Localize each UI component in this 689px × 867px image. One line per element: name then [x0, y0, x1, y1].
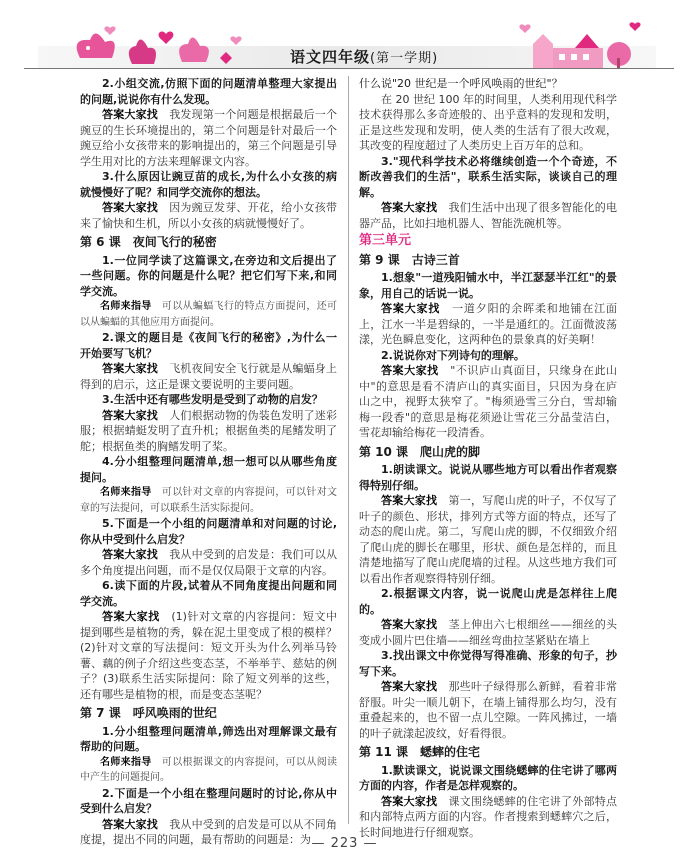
answer-label: 答案大家找	[381, 618, 438, 631]
text-body: 第 10 课 爬山虎的脚	[359, 444, 481, 459]
text-body: 可以根据课文的内容提问，可以从阅读中产生的问题提问。	[80, 756, 338, 783]
text-body: 什么说"20 世纪是一个呼风唤雨的世纪"？	[359, 77, 563, 90]
lesson-title	[359, 253, 617, 269]
answer-text	[359, 301, 617, 348]
answer-text	[80, 408, 337, 455]
text-body: 3."现代科学技术必将继续创造一个个奇迹，不断改善我们的生活"，联系生活实际，谈谈自己的理解。	[359, 154, 617, 199]
text-body: 2.下面是一个小组在整理问题时的讨论,你从中受到什么启发？	[80, 786, 337, 815]
header-title-main: 语文四年级	[290, 48, 371, 66]
left-column	[80, 76, 337, 848]
answer-label: 答案大家找	[102, 408, 158, 422]
text-body: 3.找出课文中你觉得写得准确、形象的句子，抄写下来。	[359, 649, 617, 678]
text-body: 第 7 课 呼风唤雨的世纪	[80, 706, 217, 720]
page-number: — 223 —	[311, 836, 378, 851]
header-title-sub: (第一学期)	[370, 51, 439, 66]
guidance-text	[80, 485, 337, 516]
answer-text	[359, 679, 617, 741]
text-body: (1)针对文章的内容提问：短文中提到哪些是植物的秀，躲在泥土里变成了根的模样？(2)针对文章的写法提问：短文开头为什么列举马铃薯、藕的例子介绍这些变态茎，不举举芋、慈姑的例子？(3)联系生活实际提问：除了短文列举的这些，还有哪些是植物的根，而是变态茎呢？	[80, 610, 338, 701]
answer-text	[80, 361, 337, 392]
text-body: 第 9 课 古诗三首	[359, 252, 460, 267]
decorative-castle-illustration	[515, 14, 655, 70]
answer-label: 答案大家找	[102, 817, 158, 831]
answer-label: 答案大家找	[381, 302, 441, 315]
right-column	[359, 76, 617, 840]
answer-label: 答案大家找	[102, 201, 158, 214]
text-body: 1.一位同学读了这篇课文,在旁边和文后提出了一些问题。你的问题是什么呢？把它们写下来,和同学交流。	[80, 253, 337, 298]
answer-label: 答案大家找	[381, 494, 438, 507]
question-text	[80, 253, 337, 300]
text-body: 我从中受到的启发是可以从不同角度提，提出不同的问题，最有帮助的问题是：为	[80, 817, 338, 846]
answer-text	[80, 547, 337, 578]
text-body: 第 11 课 蟋蟀的住宅	[359, 745, 481, 759]
answer-text	[359, 92, 617, 154]
text-body: 1.默读课文，说说课文围绕蟋蟀的住宅讲了哪两方面的内容，作者是怎样观察的。	[359, 763, 617, 792]
question-text	[80, 578, 337, 609]
text-body: 我从中受到的启发是：我们可以从多个角度提出问题，而不是仅仅局限于文章的内容。	[80, 548, 338, 577]
lesson-title	[80, 706, 337, 722]
text-body: 2.课文的题目是《夜间飞行的秘密》,为什么一开始要写飞机？	[80, 331, 337, 360]
text-body: 第 6 课 夜间飞行的秘密	[80, 235, 217, 249]
question-text	[80, 454, 337, 485]
question-text	[80, 330, 337, 361]
answer-label: 答案大家找	[381, 680, 438, 693]
text-body: 第一，写爬山虎的叶子，不仅写了叶子的颜色、形状，排列方式等方面的特点，还写了动态的爬山虎。第二，写爬山虎的脚，不仅细致介绍了爬山虎的脚长在哪里，形状、颜色是怎样的，而且清楚地描写了爬山虎爬墙的过程。从这些地方我们可以看出作者观察得特别仔细。	[359, 494, 617, 585]
text-body: 我发现第一个问题是根据最后一个豌豆的生长环境提出的，第二个问题是针对最后一个豌豆给小女孩带来的影响提出的，第三个问题是引导学生用对比的方法来理解课文内容。	[80, 108, 338, 168]
unit-title	[359, 233, 617, 249]
text-body: 可以针对文章的内容提问，可以针对文章的写法提问，可以联系生活实际提问。	[80, 487, 338, 514]
answer-label: 答案大家找	[381, 201, 438, 214]
guidance-text	[80, 299, 337, 330]
answer-text	[359, 493, 617, 586]
guidance-label: 名师来指导	[100, 756, 152, 768]
answer-label: 答案大家找	[102, 548, 158, 561]
text-body: 我们生活中出现了很多智能化的电器产品，比如扫地机器人、智能洗碗机等。	[359, 201, 617, 230]
answer-label: 答案大家找	[381, 364, 439, 377]
text-body: 第三单元	[359, 233, 412, 248]
question-text	[80, 786, 337, 817]
question-text	[359, 270, 617, 301]
question-text	[80, 169, 337, 200]
text-body: 课文围绕蟋蟀的住宅讲了外部特点和内部特点两方面的内容。作者搜索到蟋蟀穴之后，长时间地进行仔细观察。	[359, 794, 617, 839]
question-text	[359, 348, 617, 364]
paragraph-text	[359, 76, 617, 92]
text-body: 6.读下面的片段,试着从不同角度提出问题和同学交流。	[80, 579, 337, 608]
text-body: 在 20 世纪 100 年的时间里，人类利用现代科学技术获得那么多奇迹般的、出乎意料的发现和发明，正是这些发现和发明，使人类的生活有了很大改观，其改变的程度超过了人类历史上百万年的总和。	[359, 92, 617, 152]
question-text	[359, 763, 617, 794]
header-title	[290, 46, 438, 67]
text-body: 2.小组交流,仿照下面的问题清单整理大家提出的问题,说说你有什么发现。	[80, 77, 337, 106]
page-header	[0, 0, 689, 74]
answer-text	[359, 363, 617, 441]
answer-text	[359, 617, 617, 648]
question-text	[359, 586, 617, 617]
question-text	[359, 462, 617, 493]
text-body: 飞机夜间安全飞行就是从蝙蝠身上得到的启示，这正是课文要说明的主要问题。	[80, 362, 338, 391]
guidance-label: 名师来指导	[100, 301, 152, 312]
question-text	[80, 516, 337, 547]
text-body: 茎上伸出六七根细丝——细丝的头变成小圆片巴住墙——细丝弯曲拉茎紧贴在墙上	[359, 618, 618, 647]
answer-text	[80, 200, 337, 231]
text-body: 可以从蝙蝠飞行的特点方面提问，还可以从蝙蝠的其他应用方面提问。	[80, 301, 338, 328]
text-body: 那些叶子绿得那么新鲜，看着非常舒服。叶尖一顺儿朝下，在墙上铺得那么均匀，没有重叠起来的，也不留一点儿空隙。一阵风拂过，一墙的叶子就漾起波纹，好看得很。	[359, 680, 617, 740]
text-body: 1.想象"一道残阳铺水中，半江瑟瑟半江红"的景象，用自己的话说一说。	[359, 271, 617, 300]
answer-label: 答案大家找	[102, 362, 158, 375]
decorative-bunnies-illustration	[70, 18, 250, 72]
answer-text	[80, 107, 337, 169]
text-body: 5.下面是一个小组的问题清单和对问题的讨论,你从中受到什么启发？	[80, 517, 337, 546]
guidance-label: 名师来指导	[100, 487, 152, 498]
question-text	[80, 392, 337, 408]
text-body: 1.分小组整理问题清单,筛选出对理解课文最有帮助的问题。	[80, 724, 337, 753]
question-text	[359, 154, 617, 201]
lesson-title	[359, 445, 617, 461]
question-text	[80, 76, 337, 107]
column-divider	[348, 76, 349, 824]
text-body: 1.朗读课文。说说从哪些地方可以看出作者观察得特别仔细。	[359, 463, 617, 492]
lesson-title	[80, 235, 337, 251]
answer-label: 答案大家找	[102, 108, 158, 121]
text-body: 2.说说你对下列诗句的理解。	[381, 348, 525, 362]
text-body: 4.分小组整理问题清单,想一想可以从哪些角度提问。	[80, 455, 337, 484]
text-body: 3.生活中还有哪些发明是受到了动物的启发？	[102, 393, 323, 406]
lesson-title	[359, 745, 617, 761]
text-body: 3.什么原因让豌豆苗的成长,为什么小女孩的病就慢慢好了呢？和同学交流你的想法。	[80, 170, 337, 199]
answer-text	[359, 200, 617, 231]
answer-text	[359, 794, 617, 841]
guidance-text	[80, 755, 337, 786]
answer-label: 答案大家找	[102, 610, 160, 623]
text-body: 2.根据课文内容，说一说爬山虎是怎样往上爬的。	[359, 587, 617, 616]
text-body: 一道夕阳的余晖柔和地铺在江面上，江水一半是碧绿的，一半是通红的。江面微波荡漾，光色瞬息变化，这两种色的景象真的好美啊！	[359, 302, 618, 346]
answer-text	[80, 609, 337, 702]
question-text	[80, 724, 337, 755]
answer-label: 答案大家找	[381, 794, 438, 808]
question-text	[359, 648, 617, 679]
text-body: 人们根据动物的伪装色发明了迷彩服；根据蜻蜓发明了直升机；根据鱼类的尾鳍发明了舵；根据鱼类的胸鳍发明了桨。	[80, 408, 338, 453]
text-body: 因为豌豆发芽、开花，给小女孩带来了愉快和生机，所以小女孩的病就慢慢好了。	[80, 201, 338, 230]
text-body: "不识庐山真面目，只缘身在此山中"的意思是看不清庐山的真实面目，只因为身在庐山之中，视野太狭窄了。"梅须逊雪三分白，雪却输梅一段香"的意思是梅花须逊让雪花三分晶莹洁白，雪花却输给梅花一段清香。	[359, 364, 617, 439]
